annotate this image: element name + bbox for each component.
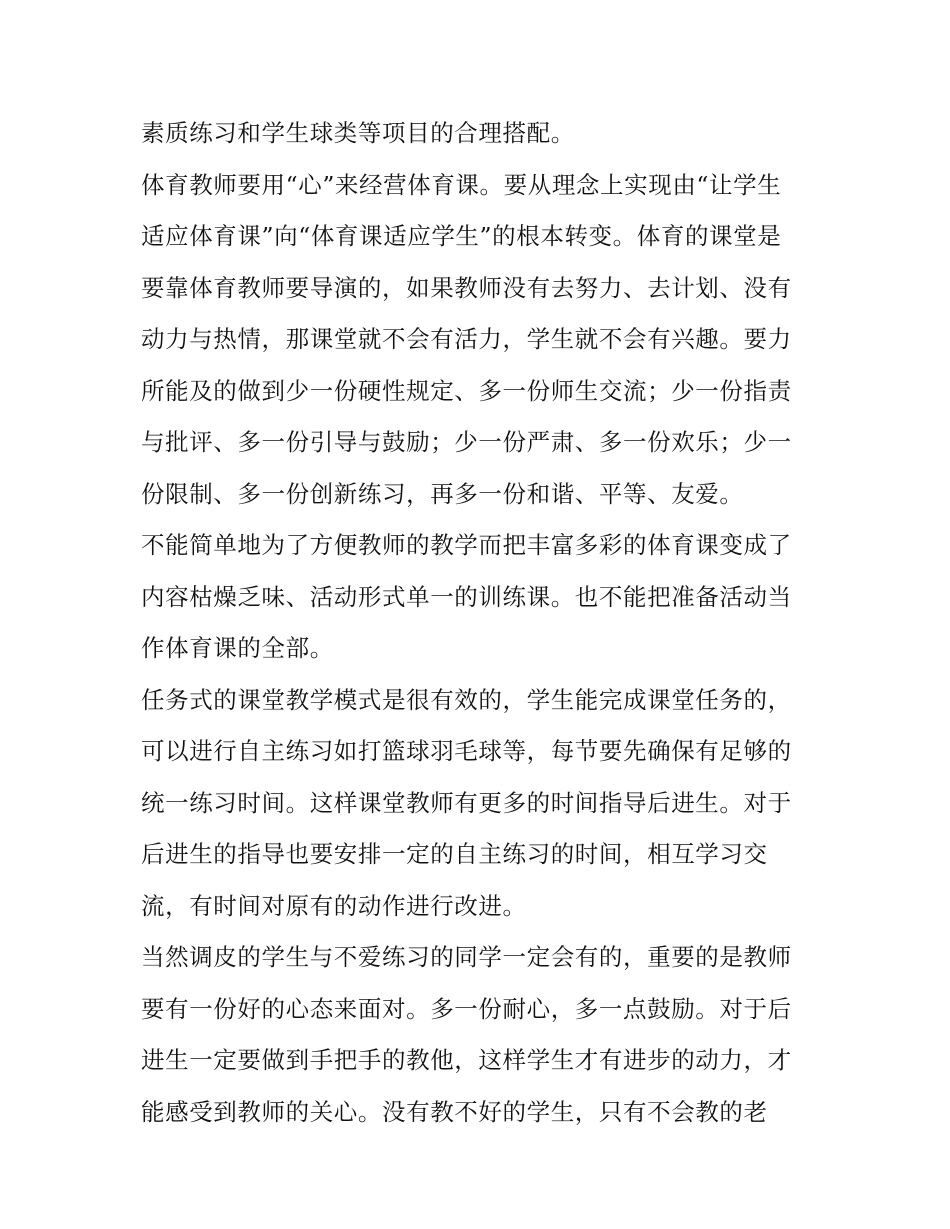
text-line: 不能简单地为了方便教师的教学而把丰富多彩的体育课变成了 (141, 531, 792, 559)
text-line: 适应体育课”向“体育课适应学生”的根本转变。体育的课堂是 (141, 222, 782, 250)
text-line: 与批评、多一份引导与鼓励；少一份严肃、多一份欢乐；少一 (141, 428, 792, 456)
text-line: 当然调皮的学生与不爱练习的同学一定会有的，重要的是教师 (141, 943, 792, 971)
text-line: 任务式的课堂教学模式是很有效的，学生能完成课堂任务的， (141, 685, 792, 714)
text-line: 能感受到教师的关心。没有教不好的学生，只有不会教的老 (141, 1097, 768, 1126)
text-line: 后进生的指导也要安排一定的自主练习的时间，相互学习交 (141, 840, 768, 868)
text-line: 要有一份好的心态来面对。多一份耐心，多一点鼓励。对于后 (141, 994, 792, 1023)
text-line: 动力与热情，那课堂就不会有活力，学生就不会有兴趣。要力 (141, 325, 792, 353)
text-line: 作体育课的全部。 (141, 634, 334, 662)
text-line: 进生一定要做到手把手的教他，这样学生才有进步的动力，才 (141, 1046, 792, 1074)
text-line: 内容枯燥乏味、活动形式单一的训练课。也不能把准备活动当 (141, 582, 792, 611)
text-line: 要靠体育教师要导演的，如果教师没有去努力、去计划、没有 (141, 273, 792, 302)
text-line: 流，有时间对原有的动作进行改进。 (141, 891, 527, 920)
text-line: 素质练习和学生球类等项目的合理搭配。 (141, 119, 575, 147)
body-text (141, 108, 813, 1138)
text-line: 统一练习时间。这样课堂教师有更多的时间指导后进生。对于 (141, 788, 792, 817)
text-line: 所能及的做到少一份硬性规定、多一份师生交流；少一份指责 (141, 376, 792, 405)
text-line: 体育教师要用“心”来经营体育课。要从理念上实现由“让学生 (141, 170, 782, 199)
text-line: 份限制、多一份创新练习，再多一份和谐、平等、友爱。 (141, 479, 744, 508)
text-line: 可以进行自主练习如打篮球羽毛球等，每节要先确保有足够的 (141, 737, 792, 765)
